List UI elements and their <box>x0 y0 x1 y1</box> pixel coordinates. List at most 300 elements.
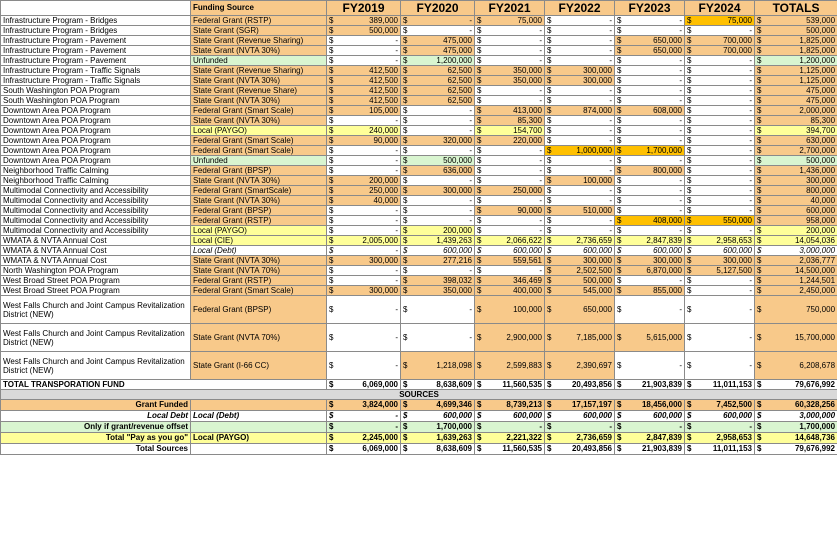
sources-amount: 18,456,000 <box>626 400 685 411</box>
funding-source: Federal Grant (Smart Scale) <box>191 146 327 156</box>
funding-source: Local (CIE) <box>191 236 327 246</box>
currency-symbol: $ <box>401 136 412 146</box>
currency-symbol: $ <box>615 166 626 176</box>
year-amount: - <box>626 96 685 106</box>
currency-symbol: $ <box>615 206 626 216</box>
sources-amount: 4,699,346 <box>412 400 475 411</box>
year-amount: - <box>412 196 475 206</box>
row-total: 750,000 <box>766 296 837 324</box>
year-amount: - <box>556 26 615 36</box>
year-amount: 300,000 <box>556 76 615 86</box>
year-amount: - <box>338 46 401 56</box>
currency-symbol: $ <box>755 226 766 236</box>
year-amount: - <box>696 186 755 196</box>
currency-symbol: $ <box>401 286 412 296</box>
year-amount: - <box>556 46 615 56</box>
currency-symbol: $ <box>401 76 412 86</box>
currency-symbol: $ <box>327 444 338 455</box>
currency-symbol: $ <box>475 146 486 156</box>
currency-symbol: $ <box>755 176 766 186</box>
program-name: Infrastructure Program - Bridges <box>1 16 191 26</box>
year-amount: 2,502,500 <box>556 266 615 276</box>
sources-amount: - <box>338 411 401 422</box>
currency-symbol: $ <box>685 236 696 246</box>
year-amount: 300,000 <box>338 286 401 296</box>
currency-symbol: $ <box>755 186 766 196</box>
year-amount: - <box>556 186 615 196</box>
currency-symbol: $ <box>615 156 626 166</box>
currency-symbol: $ <box>685 226 696 236</box>
sources-total: 60,328,256 <box>766 400 837 411</box>
currency-symbol: $ <box>475 96 486 106</box>
year-amount: 412,500 <box>338 66 401 76</box>
row-total: 1,825,000 <box>766 36 837 46</box>
currency-symbol: $ <box>755 106 766 116</box>
header-year-fy2023: FY2023 <box>615 1 685 16</box>
year-amount: - <box>626 76 685 86</box>
currency-symbol: $ <box>545 352 556 380</box>
year-amount: - <box>412 106 475 116</box>
currency-symbol: $ <box>327 136 338 146</box>
year-amount: - <box>696 226 755 236</box>
year-amount: - <box>486 36 545 46</box>
year-amount: 650,000 <box>626 46 685 56</box>
year-amount: - <box>696 352 755 380</box>
sources-label: Total "Pay as you go" <box>1 433 191 444</box>
currency-symbol: $ <box>401 166 412 176</box>
currency-symbol: $ <box>755 411 766 422</box>
program-name: Multimodal Connectivity and Accessibility <box>1 216 191 226</box>
sources-row <box>1 444 837 455</box>
currency-symbol: $ <box>475 216 486 226</box>
year-amount: 90,000 <box>338 136 401 146</box>
currency-symbol: $ <box>755 166 766 176</box>
year-amount: 2,847,839 <box>626 236 685 246</box>
currency-symbol: $ <box>615 276 626 286</box>
year-amount: - <box>412 324 475 352</box>
row-total: 394,700 <box>766 126 837 136</box>
total-fund-label: TOTAL TRANSPORATION FUND <box>1 380 327 390</box>
currency-symbol: $ <box>475 226 486 236</box>
currency-symbol: $ <box>685 276 696 286</box>
year-amount: - <box>696 196 755 206</box>
funding-source: Local (PAYGO) <box>191 226 327 236</box>
row-total: 475,000 <box>766 96 837 106</box>
funding-source: State Grant (Revenue Share) <box>191 86 327 96</box>
year-amount: - <box>626 176 685 186</box>
currency-symbol: $ <box>327 433 338 444</box>
year-amount: 510,000 <box>556 206 615 216</box>
currency-symbol: $ <box>401 66 412 76</box>
table-row <box>1 36 837 46</box>
year-amount: 412,500 <box>338 76 401 86</box>
year-amount: - <box>338 324 401 352</box>
funding-source: State Grant (SGR) <box>191 26 327 36</box>
year-amount: 500,000 <box>412 156 475 166</box>
row-total: 800,000 <box>766 186 837 196</box>
year-amount: - <box>486 266 545 276</box>
currency-symbol: $ <box>615 46 626 56</box>
currency-symbol: $ <box>545 433 556 444</box>
year-amount: - <box>556 126 615 136</box>
currency-symbol: $ <box>755 156 766 166</box>
year-amount: 600,000 <box>696 246 755 256</box>
year-amount: 600,000 <box>412 246 475 256</box>
year-amount: - <box>696 156 755 166</box>
currency-symbol: $ <box>685 66 696 76</box>
currency-symbol: $ <box>545 324 556 352</box>
funding-source: State Grant (NVTA 30%) <box>191 76 327 86</box>
sources-amount: 20,493,856 <box>556 444 615 455</box>
currency-symbol: $ <box>327 176 338 186</box>
year-amount: - <box>626 352 685 380</box>
total-fund-grand-total: 79,676,992 <box>766 380 837 390</box>
currency-symbol: $ <box>685 136 696 146</box>
currency-symbol: $ <box>615 380 626 390</box>
currency-symbol: $ <box>475 236 486 246</box>
currency-symbol: $ <box>615 136 626 146</box>
year-amount: - <box>696 146 755 156</box>
funding-source: Local (PAYGO) <box>191 126 327 136</box>
program-name: West Broad Street POA Program <box>1 286 191 296</box>
currency-symbol: $ <box>545 166 556 176</box>
currency-symbol: $ <box>755 266 766 276</box>
funding-source: State Grant (Revenue Sharing) <box>191 66 327 76</box>
currency-symbol: $ <box>615 96 626 106</box>
year-amount: - <box>556 216 615 226</box>
currency-symbol: $ <box>685 116 696 126</box>
currency-symbol: $ <box>755 76 766 86</box>
currency-symbol: $ <box>475 46 486 56</box>
sources-total: 14,648,736 <box>766 433 837 444</box>
currency-symbol: $ <box>615 236 626 246</box>
currency-symbol: $ <box>545 246 556 256</box>
currency-symbol: $ <box>755 352 766 380</box>
currency-symbol: $ <box>685 166 696 176</box>
program-name: Downtown Area POA Program <box>1 106 191 116</box>
header-year-fy2021: FY2021 <box>475 1 545 16</box>
funding-source: Federal Grant (RSTP) <box>191 16 327 26</box>
sources-amount: 2,847,839 <box>626 433 685 444</box>
sources-row <box>1 411 837 422</box>
currency-symbol: $ <box>755 422 766 433</box>
funding-source: State Grant (I-66 CC) <box>191 352 327 380</box>
sources-amount: - <box>556 422 615 433</box>
currency-symbol: $ <box>615 16 626 26</box>
year-amount: 250,000 <box>338 186 401 196</box>
year-amount: - <box>412 296 475 324</box>
sources-amount: 2,958,653 <box>696 433 755 444</box>
year-amount: 408,000 <box>626 216 685 226</box>
currency-symbol: $ <box>401 246 412 256</box>
table-row <box>1 96 837 106</box>
program-name: West Falls Church and Joint Campus Revitalization District (NEW) <box>1 352 191 380</box>
currency-symbol: $ <box>545 276 556 286</box>
currency-symbol: $ <box>327 146 338 156</box>
year-amount: - <box>338 296 401 324</box>
currency-symbol: $ <box>401 276 412 286</box>
sources-amount: 2,221,322 <box>486 433 545 444</box>
year-amount: - <box>338 276 401 286</box>
currency-symbol: $ <box>401 186 412 196</box>
row-total: 630,000 <box>766 136 837 146</box>
currency-symbol: $ <box>615 196 626 206</box>
currency-symbol: $ <box>327 36 338 46</box>
sources-label: Only if grant/revenue offset <box>1 422 191 433</box>
funding-source: Federal Grant (Smart Scale) <box>191 136 327 146</box>
year-amount: 320,000 <box>412 136 475 146</box>
year-amount: - <box>486 26 545 36</box>
year-amount: - <box>626 196 685 206</box>
row-total: 1,244,501 <box>766 276 837 286</box>
sources-funding-source <box>191 400 327 411</box>
row-total: 14,500,000 <box>766 266 837 276</box>
year-amount: - <box>626 136 685 146</box>
row-total: 475,000 <box>766 86 837 96</box>
sources-amount: 8,638,609 <box>412 444 475 455</box>
year-amount: - <box>412 116 475 126</box>
currency-symbol: $ <box>615 266 626 276</box>
currency-symbol: $ <box>327 276 338 286</box>
table-row <box>1 86 837 96</box>
currency-symbol: $ <box>685 433 696 444</box>
year-amount: 1,200,000 <box>412 56 475 66</box>
currency-symbol: $ <box>615 86 626 96</box>
year-amount: 62,500 <box>412 86 475 96</box>
year-amount: - <box>412 266 475 276</box>
currency-symbol: $ <box>755 96 766 106</box>
year-amount: 545,000 <box>556 286 615 296</box>
year-amount: 105,000 <box>338 106 401 116</box>
year-amount: - <box>486 176 545 186</box>
currency-symbol: $ <box>327 411 338 422</box>
currency-symbol: $ <box>545 266 556 276</box>
sources-label: Local Debt <box>1 411 191 422</box>
row-total: 2,036,777 <box>766 256 837 266</box>
currency-symbol: $ <box>755 126 766 136</box>
currency-symbol: $ <box>475 206 486 216</box>
program-name: Infrastructure Program - Pavement <box>1 46 191 56</box>
currency-symbol: $ <box>327 266 338 276</box>
sources-amount: - <box>626 422 685 433</box>
sources-funding-source <box>191 444 327 455</box>
currency-symbol: $ <box>401 36 412 46</box>
currency-symbol: $ <box>615 106 626 116</box>
row-total: 1,200,000 <box>766 56 837 66</box>
currency-symbol: $ <box>755 116 766 126</box>
program-name: South Washington POA Program <box>1 86 191 96</box>
year-amount: 90,000 <box>486 206 545 216</box>
sources-amount: 600,000 <box>412 411 475 422</box>
row-total: 2,700,000 <box>766 146 837 156</box>
year-amount: 200,000 <box>338 176 401 186</box>
year-amount: 277,216 <box>412 256 475 266</box>
year-amount: 300,000 <box>338 256 401 266</box>
year-amount: 500,000 <box>556 276 615 286</box>
year-amount: 1,218,098 <box>412 352 475 380</box>
total-fund-row <box>1 380 837 390</box>
row-total: 15,700,000 <box>766 324 837 352</box>
row-total: 500,000 <box>766 156 837 166</box>
year-amount: - <box>696 126 755 136</box>
year-amount: - <box>696 116 755 126</box>
funding-source: Local (Debt) <box>191 246 327 256</box>
year-amount: 2,900,000 <box>486 324 545 352</box>
currency-symbol: $ <box>545 156 556 166</box>
currency-symbol: $ <box>475 246 486 256</box>
currency-symbol: $ <box>615 286 626 296</box>
currency-symbol: $ <box>685 96 696 106</box>
year-amount: - <box>696 136 755 146</box>
year-amount: 2,005,000 <box>338 236 401 246</box>
currency-symbol: $ <box>401 380 412 390</box>
program-name: WMATA & NVTA Annual Cost <box>1 246 191 256</box>
year-amount: 1,000,000 <box>556 146 615 156</box>
year-amount: - <box>486 96 545 106</box>
year-amount: - <box>486 166 545 176</box>
currency-symbol: $ <box>755 400 766 411</box>
year-amount: - <box>626 66 685 76</box>
year-amount: - <box>486 216 545 226</box>
currency-symbol: $ <box>475 266 486 276</box>
sources-amount: 1,700,000 <box>412 422 475 433</box>
year-amount: - <box>486 156 545 166</box>
year-amount: 100,000 <box>556 176 615 186</box>
currency-symbol: $ <box>545 86 556 96</box>
sources-amount: - <box>696 422 755 433</box>
program-name: West Broad Street POA Program <box>1 276 191 286</box>
year-amount: 608,000 <box>626 106 685 116</box>
year-amount: 413,000 <box>486 106 545 116</box>
year-amount: - <box>486 46 545 56</box>
currency-symbol: $ <box>327 380 338 390</box>
currency-symbol: $ <box>755 56 766 66</box>
currency-symbol: $ <box>475 433 486 444</box>
currency-symbol: $ <box>401 26 412 36</box>
currency-symbol: $ <box>401 400 412 411</box>
currency-symbol: $ <box>545 226 556 236</box>
row-total: 6,208,678 <box>766 352 837 380</box>
year-amount: 40,000 <box>338 196 401 206</box>
row-total: 958,000 <box>766 216 837 226</box>
year-amount: - <box>626 126 685 136</box>
year-amount: 855,000 <box>626 286 685 296</box>
sources-header-row <box>1 390 837 400</box>
currency-symbol: $ <box>545 36 556 46</box>
year-amount: 220,000 <box>486 136 545 146</box>
year-amount: 600,000 <box>486 246 545 256</box>
year-amount: 475,000 <box>412 36 475 46</box>
year-amount: - <box>486 196 545 206</box>
header-program <box>1 1 191 16</box>
currency-symbol: $ <box>401 236 412 246</box>
sources-funding-source: Local (Debt) <box>191 411 327 422</box>
year-amount: - <box>696 176 755 186</box>
table-row <box>1 236 837 246</box>
year-amount: 2,066,622 <box>486 236 545 246</box>
currency-symbol: $ <box>545 96 556 106</box>
currency-symbol: $ <box>545 196 556 206</box>
table-row <box>1 246 837 256</box>
year-amount: 350,000 <box>486 66 545 76</box>
program-name: Infrastructure Program - Bridges <box>1 26 191 36</box>
table-row <box>1 156 837 166</box>
year-amount: 7,185,000 <box>556 324 615 352</box>
currency-symbol: $ <box>685 196 696 206</box>
funding-source: Federal Grant (BPSP) <box>191 296 327 324</box>
currency-symbol: $ <box>475 166 486 176</box>
year-amount: - <box>696 296 755 324</box>
currency-symbol: $ <box>545 126 556 136</box>
year-amount: 475,000 <box>412 46 475 56</box>
currency-symbol: $ <box>475 76 486 86</box>
currency-symbol: $ <box>545 236 556 246</box>
currency-symbol: $ <box>685 216 696 226</box>
year-amount: 62,500 <box>412 76 475 86</box>
currency-symbol: $ <box>401 226 412 236</box>
table-row <box>1 146 837 156</box>
year-amount: - <box>696 106 755 116</box>
sources-amount: 21,903,839 <box>626 444 685 455</box>
currency-symbol: $ <box>615 126 626 136</box>
currency-symbol: $ <box>475 276 486 286</box>
currency-symbol: $ <box>615 246 626 256</box>
currency-symbol: $ <box>475 352 486 380</box>
currency-symbol: $ <box>327 56 338 66</box>
currency-symbol: $ <box>755 46 766 56</box>
currency-symbol: $ <box>475 36 486 46</box>
year-amount: 600,000 <box>626 246 685 256</box>
total-fund-amount: 21,903,839 <box>626 380 685 390</box>
program-name: West Falls Church and Joint Campus Revitalization District (NEW) <box>1 296 191 324</box>
year-amount: - <box>338 166 401 176</box>
currency-symbol: $ <box>475 196 486 206</box>
sources-funding-source: Local (PAYGO) <box>191 433 327 444</box>
year-amount: - <box>412 146 475 156</box>
year-amount: - <box>412 206 475 216</box>
currency-symbol: $ <box>327 106 338 116</box>
table-row <box>1 166 837 176</box>
year-amount: 100,000 <box>486 296 545 324</box>
row-total: 500,000 <box>766 26 837 36</box>
currency-symbol: $ <box>615 116 626 126</box>
program-name: Multimodal Connectivity and Accessibility <box>1 186 191 196</box>
currency-symbol: $ <box>685 352 696 380</box>
currency-symbol: $ <box>327 66 338 76</box>
currency-symbol: $ <box>755 136 766 146</box>
funding-source: State Grant (NVTA 30%) <box>191 176 327 186</box>
header-year-fy2019: FY2019 <box>327 1 401 16</box>
currency-symbol: $ <box>615 324 626 352</box>
sources-amount: 600,000 <box>486 411 545 422</box>
currency-symbol: $ <box>401 16 412 26</box>
table-row <box>1 324 837 352</box>
currency-symbol: $ <box>475 56 486 66</box>
currency-symbol: $ <box>755 86 766 96</box>
currency-symbol: $ <box>755 296 766 324</box>
currency-symbol: $ <box>545 56 556 66</box>
currency-symbol: $ <box>615 186 626 196</box>
year-amount: - <box>338 266 401 276</box>
year-amount: - <box>412 216 475 226</box>
currency-symbol: $ <box>475 324 486 352</box>
year-amount: - <box>338 56 401 66</box>
currency-symbol: $ <box>685 286 696 296</box>
currency-symbol: $ <box>755 246 766 256</box>
year-amount: 559,561 <box>486 256 545 266</box>
sources-amount: 11,011,153 <box>696 444 755 455</box>
currency-symbol: $ <box>327 96 338 106</box>
